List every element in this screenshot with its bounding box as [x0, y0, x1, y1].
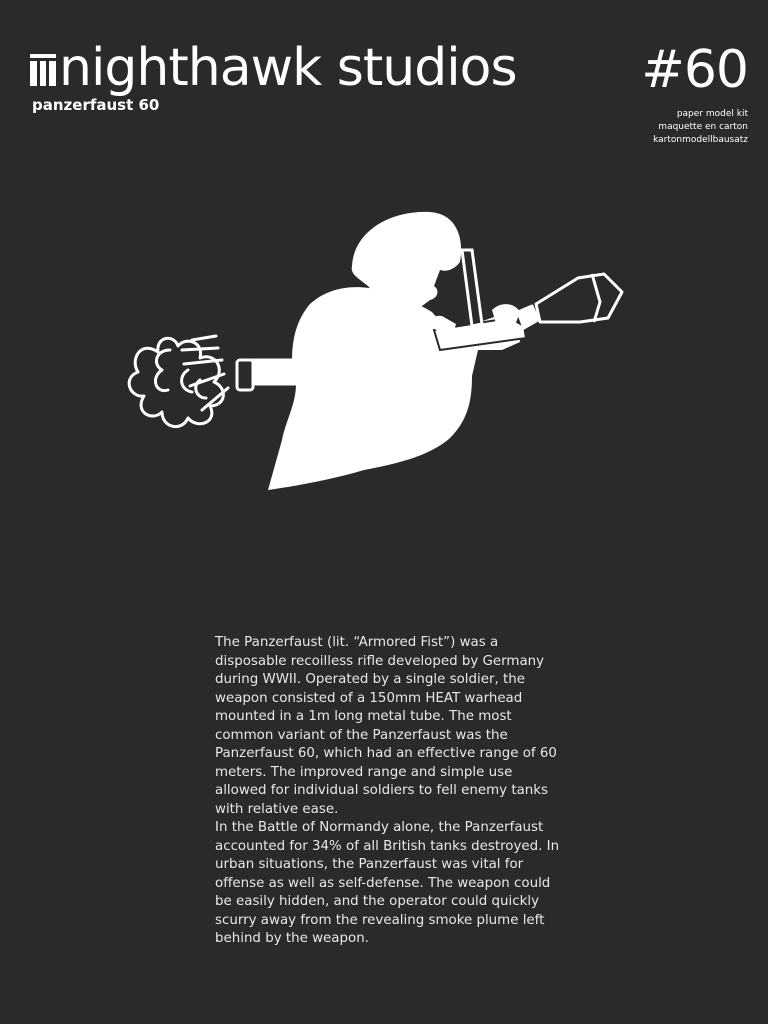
- smoke-cloud-icon: [129, 336, 228, 427]
- soldier-silhouette: [268, 212, 520, 490]
- kit-line-german: kartonmodellbausatz: [653, 135, 748, 145]
- description-paragraph: In the Battle of Normandy alone, the Panzerfaust accounted for 34% of all British tanks destroyed. In urban situations, the Panzerfaust was vital for offense as well as self-defense. The weapon could be easily hidden, and the operator could quickly scurry away from the revealing smoke plume left behind by the weapon.: [215, 820, 560, 946]
- launcher-sight: [462, 250, 482, 326]
- kit-type-labels: [653, 108, 748, 147]
- nighthawk-logo-icon: [30, 54, 56, 86]
- description-text: [215, 634, 560, 949]
- brand-logo: [30, 38, 517, 98]
- product-title: panzerfaust 60: [32, 96, 160, 114]
- kit-line-english: paper model kit: [676, 109, 748, 119]
- kit-line-french: maquette en carton: [658, 122, 748, 132]
- soldier-firing-panzerfaust-illustration: [100, 200, 640, 500]
- warhead-icon: [518, 274, 622, 328]
- issue-number: #60: [641, 40, 748, 100]
- brand-name: nighthawk studios: [59, 38, 517, 98]
- description-paragraph: The Panzerfaust (lit. “Armored Fist”) was a disposable recoilless rifle developed by Germany during WWII. Operated by a single soldier, the weapon consisted of a 150mm HEAT warhead mounted in a 1m long metal tube. The most common variant of the Panzerfaust was the Panzerfaust 60, which had an effective range of 60 meters. The improved range and simple use allowed for individual soldiers to fell enemy tanks with relative ease.: [215, 635, 557, 817]
